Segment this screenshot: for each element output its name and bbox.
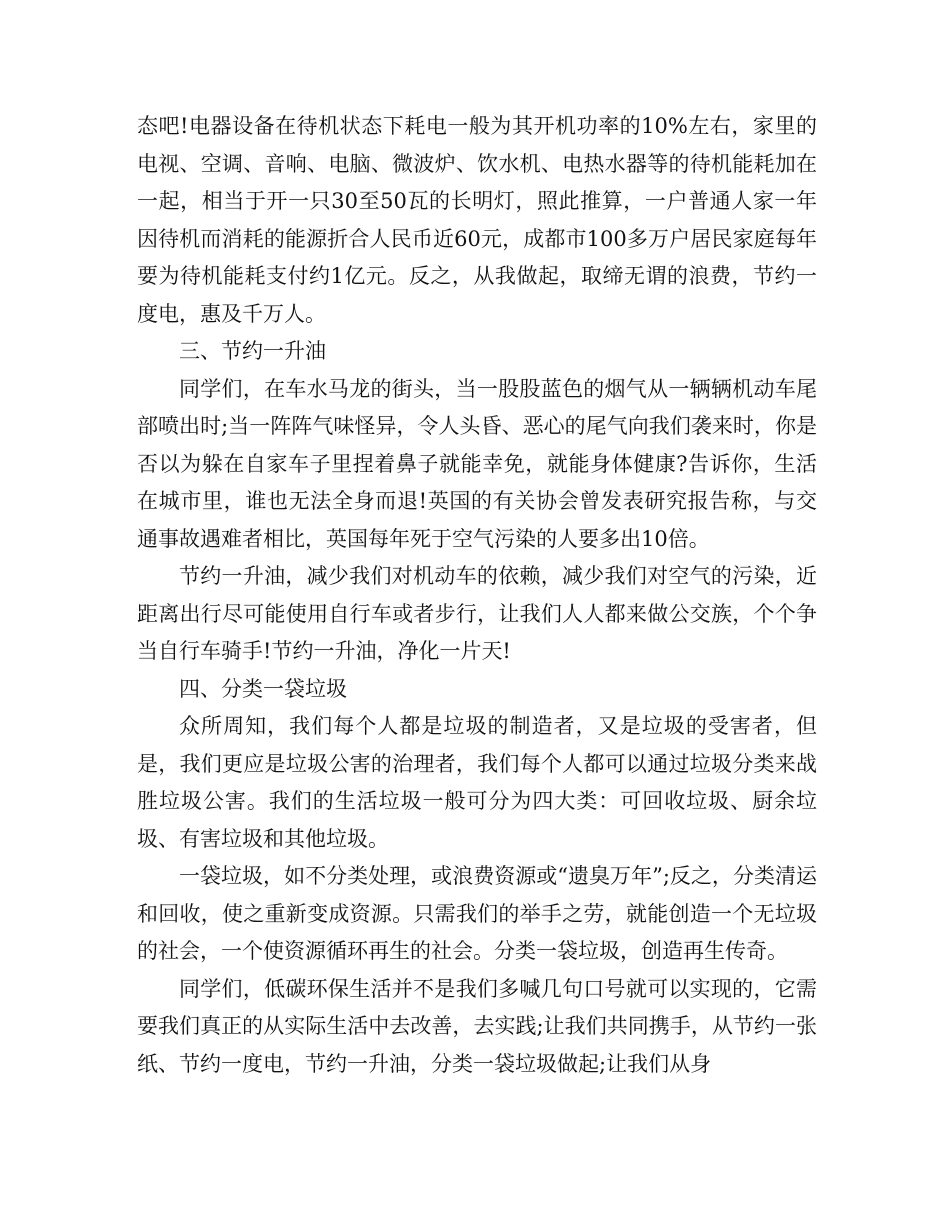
paragraph-save-oil: 节约一升油，减少我们对机动车的依赖，减少我们对空气的污染，近距离出行尽可能使用自行车或者步行，让我们人人都来做公交族，个个争当自行车骑手!节约一升油，净化一片天!: [137, 564, 817, 663]
section-heading-save-oil: 三、节约一升油: [179, 339, 326, 363]
paragraph-garbage-categories: 众所周知，我们每个人都是垃圾的制造者，又是垃圾的受害者，但是，我们更应是垃圾公害的治理者，我们每个人都可以通过垃圾分类来战胜垃圾公害。我们的生活垃圾一般可分为四大类：可回收垃圾、厨余垃圾、有害垃圾和其他垃圾。: [137, 714, 817, 851]
paragraph-garbage-recycling: 一袋垃圾，如不分类处理，或浪费资源或“遗臭万年”;反之，分类清运和回收，使之重新变成资源。只需我们的举手之劳，就能创造一个无垃圾的社会，一个使资源循环再生的社会。分类一袋垃圾，创造再生传奇。: [137, 864, 817, 963]
paragraph-exhaust-pollution: 同学们，在车水马龙的街头，当一股股蓝色的烟气从一辆辆机动车尾部喷出时;当一阵阵气味怪异，令人头昏、恶心的尾气向我们袭来时，你是否以为躲在自家车子里捏着鼻子就能幸免，就能身体健康?告诉你，生活在城市里，谁也无法全身而退!英国的有关协会曾发表研究报告称，与交通事故遇难者相比，英国每年死于空气污染的人要多出10倍。: [137, 376, 817, 551]
section-heading-sort-garbage: 四、分类一袋垃圾: [179, 676, 347, 701]
document-body: [137, 108, 817, 1083]
paragraph-standby-power: 态吧!电器设备在待机状态下耗电一般为其开机功率的10%左右，家里的电视、空调、音响、电脑、微波炉、饮水机、电热水器等的待机能耗加在一起，相当于开一只30至50瓦的长明灯，照此推算，一户普通人家一年因待机而消耗的能源折合人民币近60元，成都市100多万户居民家庭每年要为待机能耗支付约1亿元。反之，从我做起，取缔无谓的浪费，节约一度电，惠及千万人。: [137, 114, 817, 326]
paragraph-low-carbon-call: 同学们，低碳环保生活并不是我们多喊几句口号就可以实现的，它需要我们真正的从实际生活中去改善，去实践;让我们共同携手，从节约一张纸、节约一度电，节约一升油，分类一袋垃圾做起;让我们从身: [137, 976, 817, 1076]
